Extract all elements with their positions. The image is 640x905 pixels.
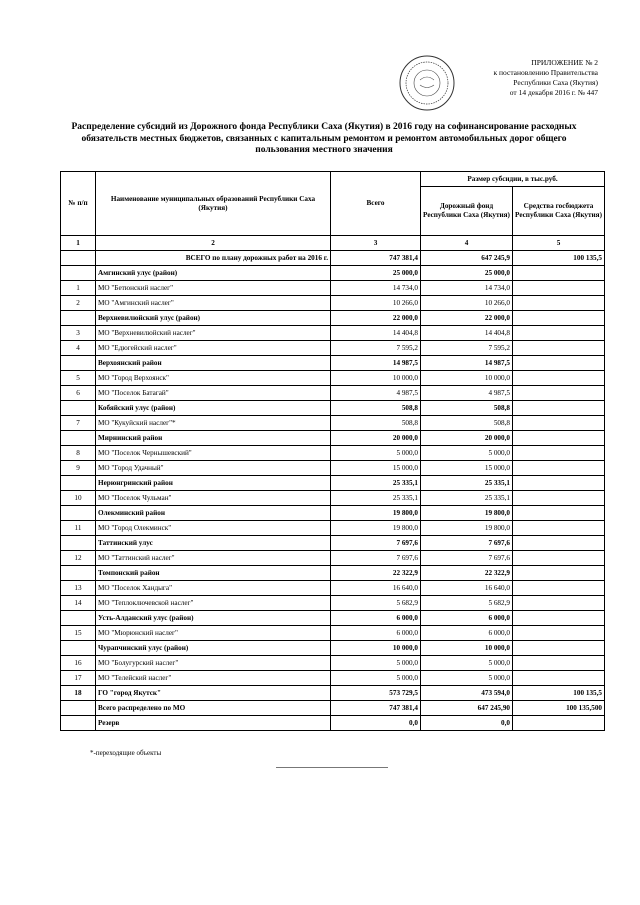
row-number [61, 311, 96, 326]
row-road-fund: 5 682,9 [421, 596, 513, 611]
row-number: 5 [61, 371, 96, 386]
row-number: 17 [61, 671, 96, 686]
table-row [61, 716, 605, 731]
table-body [61, 266, 605, 731]
row-road-fund: 25 335,1 [421, 491, 513, 506]
row-number [61, 476, 96, 491]
row-total: 20 000,0 [331, 431, 421, 446]
row-state [513, 626, 605, 641]
row-state [513, 506, 605, 521]
row-total: 5 000,0 [331, 671, 421, 686]
row-total: 5 682,9 [331, 596, 421, 611]
row-state [513, 326, 605, 341]
row-state [513, 401, 605, 416]
row-name: МО "Верхневилюйский наслег" [96, 326, 331, 341]
row-state [513, 656, 605, 671]
row-state: 100 135,500 [513, 701, 605, 716]
row-name: МО "Таттинский наслег" [96, 551, 331, 566]
row-road-fund: 6 000,0 [421, 626, 513, 641]
row-state [513, 611, 605, 626]
row-name: Томпонский район [96, 566, 331, 581]
row-state: 100 135,5 [513, 686, 605, 701]
row-name: Верхневилюйский улус (район) [96, 311, 331, 326]
header-number: № п/п [61, 172, 96, 236]
row-total: 4 987,5 [331, 386, 421, 401]
resolution-line: к постановлению Правительства [493, 68, 598, 77]
row-state [513, 581, 605, 596]
row-number: 4 [61, 341, 96, 356]
table-row [61, 311, 605, 326]
row-name: МО "Город Верхоянск" [96, 371, 331, 386]
row-total: 5 000,0 [331, 446, 421, 461]
row-total: 6 000,0 [331, 611, 421, 626]
row-name: МО "Амгинский наслег" [96, 296, 331, 311]
header-total: Всего [331, 172, 421, 236]
table-row [61, 581, 605, 596]
official-seal-stamp [398, 54, 456, 112]
row-state [513, 716, 605, 731]
table-row [61, 416, 605, 431]
row-name: МО "Город Олекминск" [96, 521, 331, 536]
table-row [61, 446, 605, 461]
table-row [61, 521, 605, 536]
row-name: МО "Поселок Хандыга" [96, 581, 331, 596]
table-row [61, 626, 605, 641]
row-road-fund: 5 000,0 [421, 656, 513, 671]
row-road-fund: 7 595,2 [421, 341, 513, 356]
row-state [513, 431, 605, 446]
table-row [61, 656, 605, 671]
row-number: 9 [61, 461, 96, 476]
header-name: Наименование муниципальных образований Республики Саха (Якутия) [96, 172, 331, 236]
row-state [513, 371, 605, 386]
table-row [61, 686, 605, 701]
row-name: МО "Поселок Чернышевский" [96, 446, 331, 461]
row-total: 19 800,0 [331, 506, 421, 521]
row-number [61, 356, 96, 371]
footnote: *-переходящие объекты [90, 749, 162, 757]
header-state-budget: Средства госбюджета Республики Саха (Якутия) [513, 187, 605, 236]
row-number [61, 431, 96, 446]
table-row [61, 506, 605, 521]
row-state [513, 281, 605, 296]
row-road-fund: 14 987,5 [421, 356, 513, 371]
row-number [61, 266, 96, 281]
row-road-fund: 5 000,0 [421, 671, 513, 686]
header-road-fund: Дорожный фонд Республики Саха (Якутия) [421, 187, 513, 236]
row-state [513, 416, 605, 431]
row-road-fund: 7 697,6 [421, 551, 513, 566]
document-title: Распределение субсидий из Дорожного фонда Республики Саха (Якутия) в 2016 году на софинансирование расходных обязательств местных бюджетов, связанных с капитальным ремонтом и ремонтом автомобильных дорог общего пользования местного значения [71, 122, 577, 155]
row-total: 10 000,0 [331, 371, 421, 386]
row-total: 7 595,2 [331, 341, 421, 356]
row-state [513, 596, 605, 611]
row-name: МО "Едюгейский наслег" [96, 341, 331, 356]
grand-total-row [61, 251, 605, 266]
row-name: МО "Бетюнский наслег" [96, 281, 331, 296]
index-cell: 1 [61, 236, 96, 251]
row-road-fund: 22 000,0 [421, 311, 513, 326]
table-row [61, 371, 605, 386]
row-total: 25 000,0 [331, 266, 421, 281]
row-state [513, 311, 605, 326]
row-state [513, 551, 605, 566]
date-line: от 14 декабря 2016 г. № 447 [509, 88, 598, 97]
table-row [61, 296, 605, 311]
row-number: 18 [61, 686, 96, 701]
table-row [61, 491, 605, 506]
row-number [61, 506, 96, 521]
row-road-fund: 5 000,0 [421, 446, 513, 461]
row-number: 6 [61, 386, 96, 401]
row-number: 11 [61, 521, 96, 536]
row-state [513, 446, 605, 461]
row-number: 1 [61, 281, 96, 296]
divider-line [276, 767, 388, 768]
row-total: 14 987,5 [331, 356, 421, 371]
row-name: Амгинский улус (район) [96, 266, 331, 281]
row-state [513, 341, 605, 356]
row-road-fund: 10 266,0 [421, 296, 513, 311]
row-road-fund: 10 000,0 [421, 641, 513, 656]
row-state [513, 266, 605, 281]
row-road-fund: 7 697,6 [421, 536, 513, 551]
header-subsidy-group: Размер субсидии, в тыс.руб. [421, 172, 605, 187]
row-number: 7 [61, 416, 96, 431]
table-row [61, 476, 605, 491]
row-name: Таттинский улус [96, 536, 331, 551]
table-row [61, 611, 605, 626]
row-name: МО "Поселок Чульман" [96, 491, 331, 506]
row-number [61, 611, 96, 626]
row-road-fund: 473 594,0 [421, 686, 513, 701]
grand-total-state: 100 135,5 [513, 251, 605, 266]
row-road-fund: 647 245,90 [421, 701, 513, 716]
row-state [513, 536, 605, 551]
row-number: 12 [61, 551, 96, 566]
index-cell: 5 [513, 236, 605, 251]
row-total: 25 335,1 [331, 476, 421, 491]
row-number [61, 641, 96, 656]
table-row [61, 281, 605, 296]
row-name: Чурапчинский улус (район) [96, 641, 331, 656]
row-number: 3 [61, 326, 96, 341]
row-state [513, 491, 605, 506]
row-name: Мирнинский район [96, 431, 331, 446]
row-number: 10 [61, 491, 96, 506]
row-state [513, 521, 605, 536]
row-total: 747 381,4 [331, 701, 421, 716]
row-number [61, 401, 96, 416]
row-road-fund: 14 404,8 [421, 326, 513, 341]
row-road-fund: 508,8 [421, 401, 513, 416]
row-state [513, 641, 605, 656]
row-name: МО "Кукуйский наслег"* [96, 416, 331, 431]
row-road-fund: 4 987,5 [421, 386, 513, 401]
index-cell: 3 [331, 236, 421, 251]
row-total: 508,8 [331, 401, 421, 416]
table-row [61, 551, 605, 566]
row-name: Усть-Алданский улус (район) [96, 611, 331, 626]
row-road-fund: 19 800,0 [421, 506, 513, 521]
row-name: Верхоянский район [96, 356, 331, 371]
table-row [61, 341, 605, 356]
row-name: МО "Телейский наслег" [96, 671, 331, 686]
approval-header [448, 58, 598, 98]
row-road-fund: 10 000,0 [421, 371, 513, 386]
row-road-fund: 6 000,0 [421, 611, 513, 626]
row-total: 15 000,0 [331, 461, 421, 476]
row-state [513, 296, 605, 311]
row-name: Нерюнгринский район [96, 476, 331, 491]
table-row [61, 266, 605, 281]
row-name: Всего распределено по МО [96, 701, 331, 716]
row-number: 8 [61, 446, 96, 461]
row-name: Резерв [96, 716, 331, 731]
table-row [61, 401, 605, 416]
table-row [61, 596, 605, 611]
row-number [61, 716, 96, 731]
table-row [61, 356, 605, 371]
row-total: 25 335,1 [331, 491, 421, 506]
row-number: 15 [61, 626, 96, 641]
row-total: 14 734,0 [331, 281, 421, 296]
row-number: 13 [61, 581, 96, 596]
row-road-fund: 25 335,1 [421, 476, 513, 491]
row-total: 19 800,0 [331, 521, 421, 536]
row-total: 10 266,0 [331, 296, 421, 311]
row-total: 22 322,9 [331, 566, 421, 581]
row-road-fund: 20 000,0 [421, 431, 513, 446]
row-state [513, 386, 605, 401]
row-total: 10 000,0 [331, 641, 421, 656]
row-total: 14 404,8 [331, 326, 421, 341]
row-number [61, 701, 96, 716]
row-road-fund: 25 000,0 [421, 266, 513, 281]
column-index-row [61, 236, 605, 251]
row-road-fund: 22 322,9 [421, 566, 513, 581]
row-total: 508,8 [331, 416, 421, 431]
republic-line: Республики Саха (Якутия) [513, 78, 598, 87]
grand-total-road-fund: 647 245,9 [421, 251, 513, 266]
table-row [61, 701, 605, 716]
row-number: 16 [61, 656, 96, 671]
row-road-fund: 15 000,0 [421, 461, 513, 476]
row-total: 0,0 [331, 716, 421, 731]
row-number [61, 536, 96, 551]
row-name: Кобяйский улус (район) [96, 401, 331, 416]
row-name: МО "Город Удачный" [96, 461, 331, 476]
row-number [61, 566, 96, 581]
grand-total-label: ВСЕГО по плану дорожных работ на 2016 г. [96, 251, 331, 266]
table-row [61, 461, 605, 476]
row-name: МО "Мюрюнский наслег" [96, 626, 331, 641]
table-row [61, 431, 605, 446]
row-road-fund: 0,0 [421, 716, 513, 731]
row-name: Олекминский район [96, 506, 331, 521]
table-row [61, 326, 605, 341]
row-number: 2 [61, 296, 96, 311]
row-name: МО "Поселок Батагай" [96, 386, 331, 401]
row-total: 6 000,0 [331, 626, 421, 641]
row-total: 7 697,6 [331, 551, 421, 566]
row-state [513, 461, 605, 476]
row-name: МО "Болугурский наслег" [96, 656, 331, 671]
row-number: 14 [61, 596, 96, 611]
row-state [513, 566, 605, 581]
row-state [513, 671, 605, 686]
row-total: 22 000,0 [331, 311, 421, 326]
index-cell: 2 [96, 236, 331, 251]
row-total: 5 000,0 [331, 656, 421, 671]
row-state [513, 476, 605, 491]
index-cell: 4 [421, 236, 513, 251]
row-road-fund: 19 800,0 [421, 521, 513, 536]
table-row [61, 536, 605, 551]
appendix-label: ПРИЛОЖЕНИЕ № 2 [531, 58, 598, 67]
subsidy-distribution-table [60, 171, 605, 731]
row-name: МО "Теплоключевской наслег" [96, 596, 331, 611]
row-total: 7 697,6 [331, 536, 421, 551]
row-name: ГО "город Якутск" [96, 686, 331, 701]
table-row [61, 566, 605, 581]
row-road-fund: 14 734,0 [421, 281, 513, 296]
row-road-fund: 508,8 [421, 416, 513, 431]
table-row [61, 386, 605, 401]
grand-total-sum: 747 381,4 [331, 251, 421, 266]
row-total: 573 729,5 [331, 686, 421, 701]
table-row [61, 641, 605, 656]
table-row [61, 671, 605, 686]
row-state [513, 356, 605, 371]
row-total: 16 640,0 [331, 581, 421, 596]
row-road-fund: 16 640,0 [421, 581, 513, 596]
